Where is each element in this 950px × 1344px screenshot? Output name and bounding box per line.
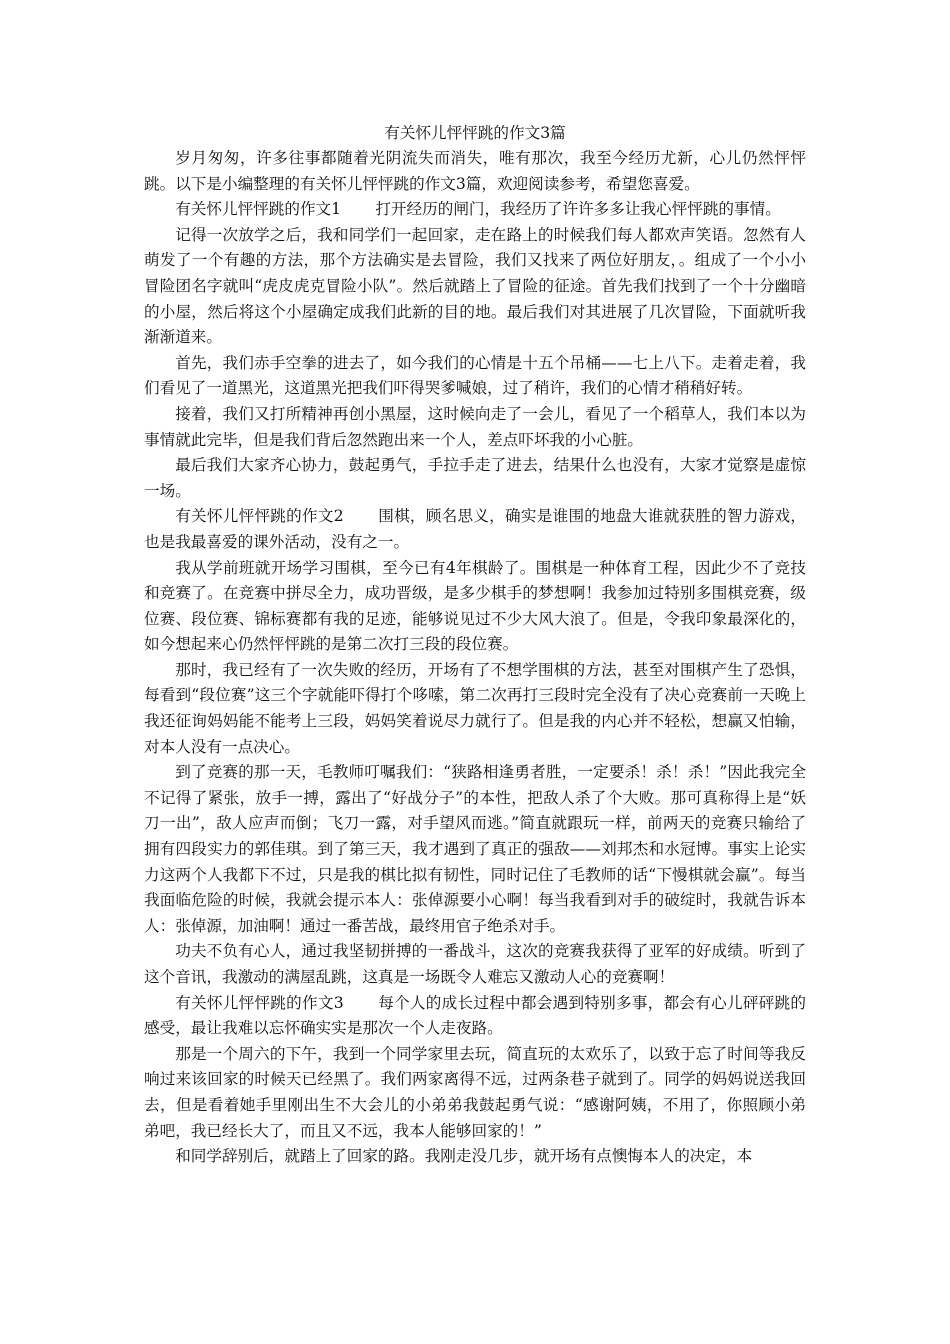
essay-1-heading: 有关怀儿怦怦跳的作文1: [175, 200, 342, 219]
essay-3-lead: 每个人的成长过程中都会遇到特别多事，都会有心儿砰砰跳的感受，最让我难以忘怀确实实是那次一个人走夜路。: [144, 993, 806, 1038]
essay-1-lead: 打开经历的闸门，我经历了许许多多让我心怦怦跳的事情。: [375, 200, 781, 219]
essay-2-paragraph-1: 我从学前班就开场学习围棋，至今已有4年棋龄了。围棋是一种体育工程，因此少不了竞技和竞赛了。在竞赛中拼尽全力，成功晋级，是多少棋手的梦想啊！我参加过特别多围棋竞赛，级位赛、段位赛、锦标赛都有我的足迹，能够说见过不少大风大浪了。但是，令我印象最深化的，如今想起来心仍然怦怦跳的是第二次打三段的段位赛。: [144, 558, 806, 654]
essay-2-heading: 有关怀儿怦怦跳的作文2: [175, 507, 344, 526]
intro-paragraph: 岁月匆匆，许多往事都随着光阴流失而消失，唯有那次，我至今经历尤新，心儿仍然怦怦跳。以下是小编整理的有关怀儿怦怦跳的作文3篇，欢迎阅读参考，希望您喜爱。: [144, 149, 806, 193]
essay-2-paragraph-3: 到了竞赛的那一天，毛教师叮嘱我们：“狭路相逢勇者胜，一定要杀！杀！杀！”因此我完全不记得了紧张，放手一搏，露出了“好战分子”的本性，把敌人杀了个大败。那可真称得上是“妖刀一出”，敌人应声而倒；飞刀一露，对手望风而逃。”简直就跟玩一样，前两天的竞赛只输给了拥有四段实力的郭佳琪。到了第三天，我才遇到了真正的强敌——刘邦杰和水冠博。事实上论实力这两个人我都下不过，只是我的棋比拟有韧性，同时记住了毛教师的话“下慢棋就会赢”。每当我面临危险的时候，我就会提示本人：张倬源要小心啊！每当我看到对手的破绽时，我就告诉本人：张倬源，加油啊！通过一番苦战，最终用官子绝杀对手。: [144, 763, 806, 935]
essay-1-paragraph-2: 首先，我们赤手空拳的进去了，如今我们的心情是十五个吊桶——七上八下。走着走着，我们看见了一道黑光，这道黑光把我们吓得哭爹喊娘，过了稍许，我们的心情才稍稍好转。: [144, 353, 806, 398]
essay-2-paragraph-2: 那时，我已经有了一次失败的经历，开场有了不想学围棋的方法，甚至对围棋产生了恐惧，每看到“段位赛”这三个字就能吓得打个哆嗦，第二次再打三段时完全没有了决心竞赛前一天晚上我还征询妈妈能不能考上三段，妈妈笑着说尽力就行了。但是我的内心并不轻松，想赢又怕输，对本人没有一点决心。: [144, 660, 806, 756]
essay-1-paragraph-4: 最后我们大家齐心协力，鼓起勇气，手拉手走了进去，结果什么也没有，大家才觉察是虚惊一场。: [144, 456, 806, 500]
essay-2-heading-line: [144, 504, 806, 555]
essay-3-paragraph-2: 和同学辞别后，就踏上了回家的路。我刚走没几步，就开场有点懊悔本人的决定，本: [175, 1147, 753, 1166]
essay-3-paragraph-1: 那是一个周六的下午，我到一个同学家里去玩，简直玩的太欢乐了，以致于忘了时间等我反响过来该回家的时候天已经黑了。我们两家离得不远，过两条巷子就到了。同学的妈妈说送我回去，但是看着她手里刚出生不大会儿的小弟弟我鼓起勇气说：“感谢阿姨，不用了，你照顾小弟弟吧，我已经长大了，而且又不远，我本人能够回家的！”: [144, 1044, 806, 1140]
document-title: 有关怀儿怦怦跳的作文3篇: [384, 124, 566, 142]
essay-1-paragraph-1: 记得一次放学之后，我和同学们一起回家，走在路上的时候我们每人都欢声笑语。忽然有人萌发了一个有趣的方法，那个方法确实是去冒险，我们又找来了两位好朋友，。组成了一个小小冒险团名字就叫“虎皮虎克冒险小队”。然后就踏上了冒险的征途。首先我们找到了一个十分幽暗的小屋，然后将这个小屋确定成我们此新的目的地。最后我们对其进展了几次冒险，下面就听我渐渐道来。: [144, 225, 806, 347]
essay-1-heading-line: [144, 197, 806, 223]
essay-2-lead: 围棋，顾名思义，确实是谁围的地盘大谁就获胜的智力游戏，也是我最喜爱的课外活动，没有之一。: [144, 507, 806, 551]
document-page: [144, 120, 806, 1170]
essay-3-heading-line: [144, 991, 806, 1042]
essay-1-paragraph-3: 接着，我们又打所精神再创小黑屋，这时候向走了一会儿，看见了一个稻草人，我们本以为事情就此完毕，但是我们背后忽然跑出来一个人，差点吓坏我的小心脏。: [144, 404, 806, 449]
essay-2-paragraph-4: 功夫不负有心人，通过我坚韧拼搏的一番战斗，这次的竞赛我获得了亚军的好成绩。听到了这个音讯，我激动的满屋乱跳，这真是一场既令人难忘又激动人心的竞赛啊！: [144, 942, 806, 986]
essay-3-heading: 有关怀儿怦怦跳的作文3: [175, 993, 344, 1012]
